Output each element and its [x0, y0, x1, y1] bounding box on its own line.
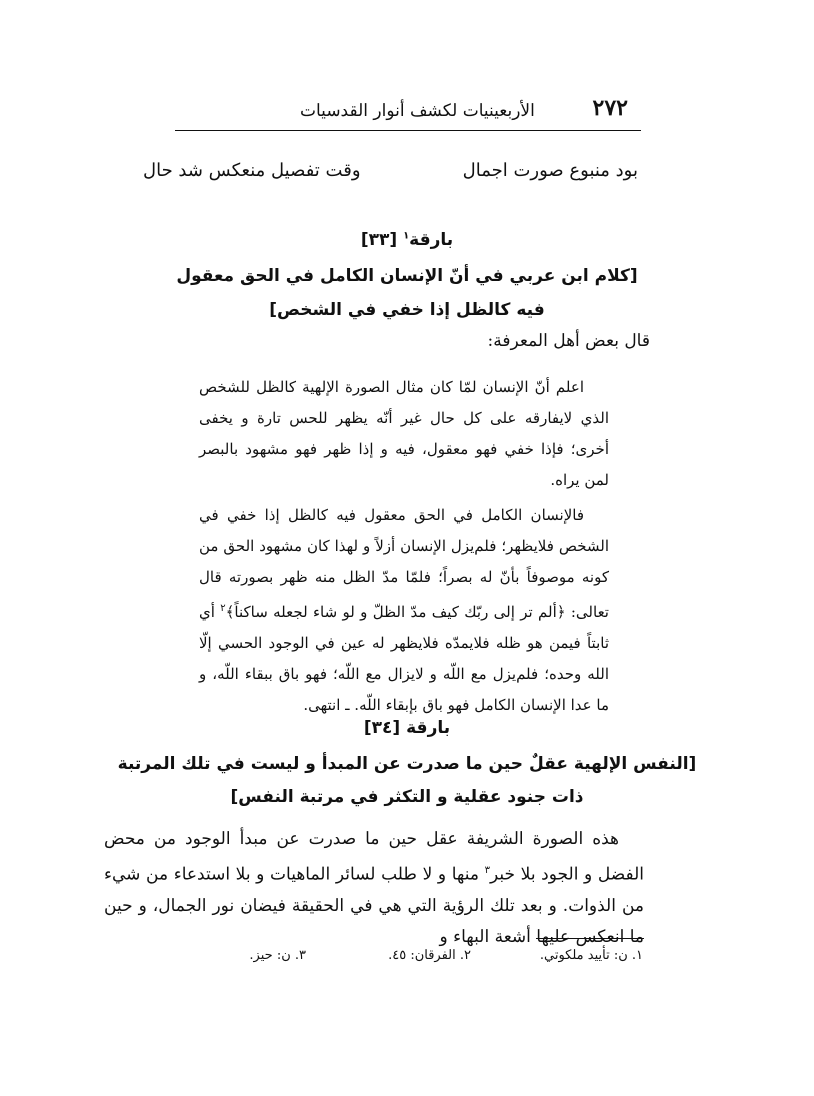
section-34-number: [٣٤]	[363, 718, 401, 738]
section-33-number: [٣٣]	[360, 230, 398, 250]
section-34-body-part-b: منها و لا طلب لسائر الماهيات و بلا استدعاء من شيء من الذوات. و بعد تلك الرؤية التي هي في الحقيقة فيضان نور الجمال، و حين ما انعكس عليها أشعة البهاء و	[104, 864, 644, 947]
footnote-2: ٢. الفرقان: ٤٥.	[388, 948, 471, 963]
quote-paragraph-1: اعلم أنّ الإنسان لمّا كان مثال الصورة الإلهية كالظل للشخص الذي لايفارقه على كل حال غير أنّه يظهر للحس تارة و يخفى أخرى؛ فإذا خفي فهو معقول، فيه و إذا ظهر فهو مشهود بالبصر لمن يراه.	[199, 378, 609, 489]
section-34-body-part-a: هذه الصورة الشريفة عقل حين ما صدرت عن مبدأ الوجود من محض الفضل و الجود بلا خبر	[104, 829, 645, 885]
running-header-title: الأربعينيات لكشف أنوار القدسيات	[300, 101, 535, 121]
header-divider	[175, 130, 641, 131]
section-33-label: بارقة	[409, 230, 454, 250]
section-34-heading	[0, 718, 814, 738]
verse-hemistich-right: بود منبوع صورت اجمال	[462, 160, 638, 181]
page-number: ٢٧٢	[592, 95, 628, 121]
quote-paragraph-2-text: فالإنسان الكامل في الحق معقول فيه كالظل إذا خفي في الشخص فلايظهر؛ فلم‌يزل الإنسان أزلاً و لهذا كان مشهود الحق من كونه موصوفاً بأنّ له بصراً؛ فلمّا مدّ الظل منه ظهر بصورته قال تعالى: ﴿ألم تر إلى ربّك كيف مدّ الظلّ و لو شاء لجعله ساكناً﴾	[199, 506, 609, 621]
section-33-heading	[0, 230, 814, 250]
verse-hemistich-left: وقت تفصيل منعكس شد حال	[143, 160, 361, 181]
section-33-intro: قال بعض أهل المعرفة:	[487, 331, 650, 351]
footnote-1: ١. ن: تأييد ملكوتي.	[539, 948, 643, 963]
section-34-body	[104, 824, 644, 953]
section-33-quote	[199, 372, 609, 721]
section-33-footnote-ref: ١	[403, 230, 410, 242]
quote-paragraph-2-continued: أي ثابتاً فيمن هو ظله فلايمدّه فلايظهر له عين في الوجود الحسي إلّا الله وحده؛ فلم‌يزل مع اللّه و لايزال مع اللّه؛ فهو باق ببقاء اللّه، و ما عدا الإنسان الكامل فهو باق بإبقاء اللّه. ـ انتهى.	[199, 603, 609, 714]
footnote-3: ٣. ن: حيز.	[249, 948, 306, 963]
section-33-title-line2: فيه كالظل إذا خفي في الشخص]	[269, 300, 545, 320]
body-footnote-ref: ٣	[484, 865, 491, 876]
section-34-title-line2: ذات جنود عقلية و التكثر في مرتبة النفس]	[230, 787, 584, 807]
section-34-label: بارقة	[406, 718, 451, 738]
section-34-title-line1: [النفس الإلهية عقلٌ حين ما صدرت عن المبدأ و ليست في تلك المرتبة	[117, 754, 697, 774]
quote-footnote-ref: ٢	[220, 603, 226, 614]
quote-paragraph-2	[199, 500, 609, 721]
footnote-divider	[536, 938, 644, 939]
section-33-title-line1: [كلام ابن عربي في أنّ الإنسان الكامل في الحق معقول	[176, 266, 638, 286]
